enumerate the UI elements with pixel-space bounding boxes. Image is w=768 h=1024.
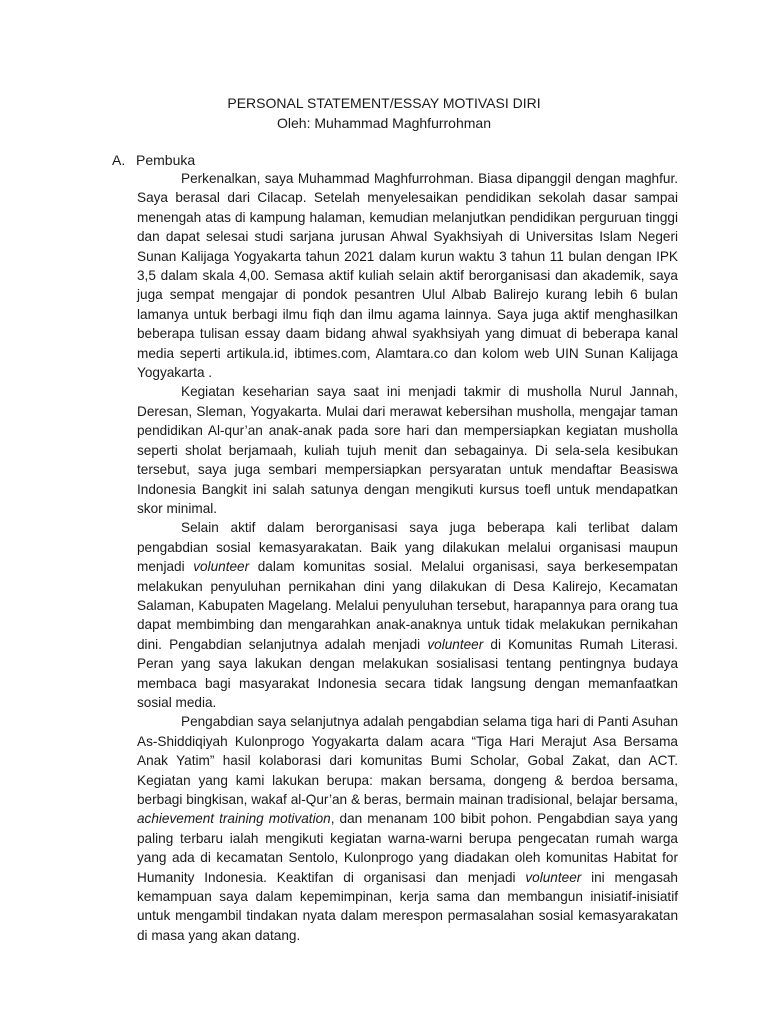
paragraph-3-italic-volunteer-1: volunteer: [193, 559, 250, 575]
paragraph-3-italic-volunteer-2: volunteer: [427, 636, 484, 652]
document-title: PERSONAL STATEMENT/ESSAY MOTIVASI DIRI: [227, 95, 541, 111]
paragraph-4-text-c: , dan menanam 100 bibit pohon. Pengabdian saya yang paling terbaru ialah mengikuti kegiatan warna-warni berupa pengecatan rumah warga yang ada di kecamatan Sentolo, Kulonprogo yang diadakan oleh komunitas Habitat for Humanity Indonesia. Keaktifan di organisasi dan menjadi: [137, 811, 678, 885]
paragraph-3-text-c: dalam komunitas sosial. Melalui organisasi, saya berkesempatan melakukan penyuluhan pernikahan dini yang dilakukan di Desa Kalirejo, Kecamatan Salaman, Kabupaten Magelang. Melalui penyuluhan tersebut, harapannya para orang tua dapat membimbing dan mengarahkan anak-anaknya untuk tidak melakukan pernikahan dini. Pengabdian selanjutnya adalah menjadi: [137, 559, 678, 652]
paragraph-4-italic-volunteer: volunteer: [525, 869, 582, 885]
section-title: Pembuka: [136, 152, 196, 168]
paragraph-4-text-e: ini mengasah kemampuan saya dalam kepemimpinan, kerja sama dan membangun inisiatif-inisiatif untuk mengambil tindakan nyata dalam merespon permasalahan sosial kemasyarakatan di masa yang akan datang.: [137, 869, 678, 943]
paragraph-3-text-a: Selain aktif dalam berorganisasi saya juga beberapa kali terlibat dalam pengabdian sosial kemasyarakatan. Baik yang dilakukan melalui organisasi maupun menjadi: [137, 520, 678, 575]
body-text: [137, 169, 678, 945]
paragraph-4-italic-training: achievement training motivation: [137, 811, 331, 827]
section-heading: [112, 150, 195, 170]
paragraph-3-text-e: di Komunitas Rumah Literasi. Peran yang saya lakukan dengan melakukan sosialisasi tentang pentingnya budaya membaca bagi masyarakat Indonesia secara tidak langsung dengan memanfaatkan sosial media.: [137, 636, 678, 710]
paragraph-3: [137, 518, 678, 712]
paragraph-4-text-a: Pengabdian saya selanjutnya adalah pengabdian selama tiga hari di Panti Asuhan As-Shiddiqiyah Kulonprogo Yogyakarta dalam acara “Tiga Hari Merajut Asa Bersama Anak Yatim” hasil kolaborasi dari komunitas Bumi Scholar, Gobal Zakat, dan ACT. Kegiatan yang kami lakukan berupa: makan bersama, dongeng & berdoa bersama, berbagi bingkisan, wakaf al-Qur’an & beras, bermain mainan tradisional, belajar bersama,: [137, 714, 678, 807]
paragraph-2: Kegiatan keseharian saya saat ini menjadi takmir di musholla Nurul Jannah, Deresan, Sleman, Yogyakarta. Mulai dari merawat kebersihan musholla, mengajar taman pendidikan Al-qur’an anak-anak pada sore hari dan mempersiapkan kegiatan musholla seperti sholat berjamaah, kuliah tujuh menit dan sebagainya. Di sela-sela kesibukan tersebut, saya juga sembari mempersiapkan persyaratan untuk mendaftar Beasiswa Indonesia Bangkit ini salah satunya dengan mengikuti kursus toefl untuk mendapatkan skor minimal.: [137, 384, 678, 516]
author-line: Oleh: Muhammad Maghfurrohman: [277, 115, 491, 131]
section-marker: A.: [112, 152, 126, 168]
paragraph-1: Perkenalkan, saya Muhammad Maghfurrohman. Biasa dipanggil dengan maghfur. Saya berasal dari Cilacap. Setelah menyelesaikan pendidikan sekolah dasar sampai menengah atas di kampung halaman, kemudian melanjutkan pendidikan perguruan tinggi dan dapat selesai studi sarjana jurusan Ahwal Syakhsiyah di Universitas Islam Negeri Sunan Kalijaga Yogyakarta tahun 2021 dalam kurun waktu 3 tahun 11 bulan dengan IPK 3,5 dalam skala 4,00. Semasa aktif kuliah selain aktif berorganisasi dan akademik, saya juga sempat mengajar di pondok pesantren Ulul Albab Balirejo kurang lebih 6 bulan lamanya untuk berbagi ilmu fiqh dan ilmu agama lainnya. Saya juga aktif menghasilkan beberapa tulisan essay daam bidang ahwal syakhsiyah yang dimuat di beberapa kanal media seperti artikula.id, ibtimes.com, Alamtara.co dan kolom web UIN Sunan Kalijaga Yogyakarta .: [137, 171, 678, 381]
paragraph-4: [137, 712, 678, 945]
title-block: [0, 93, 768, 133]
